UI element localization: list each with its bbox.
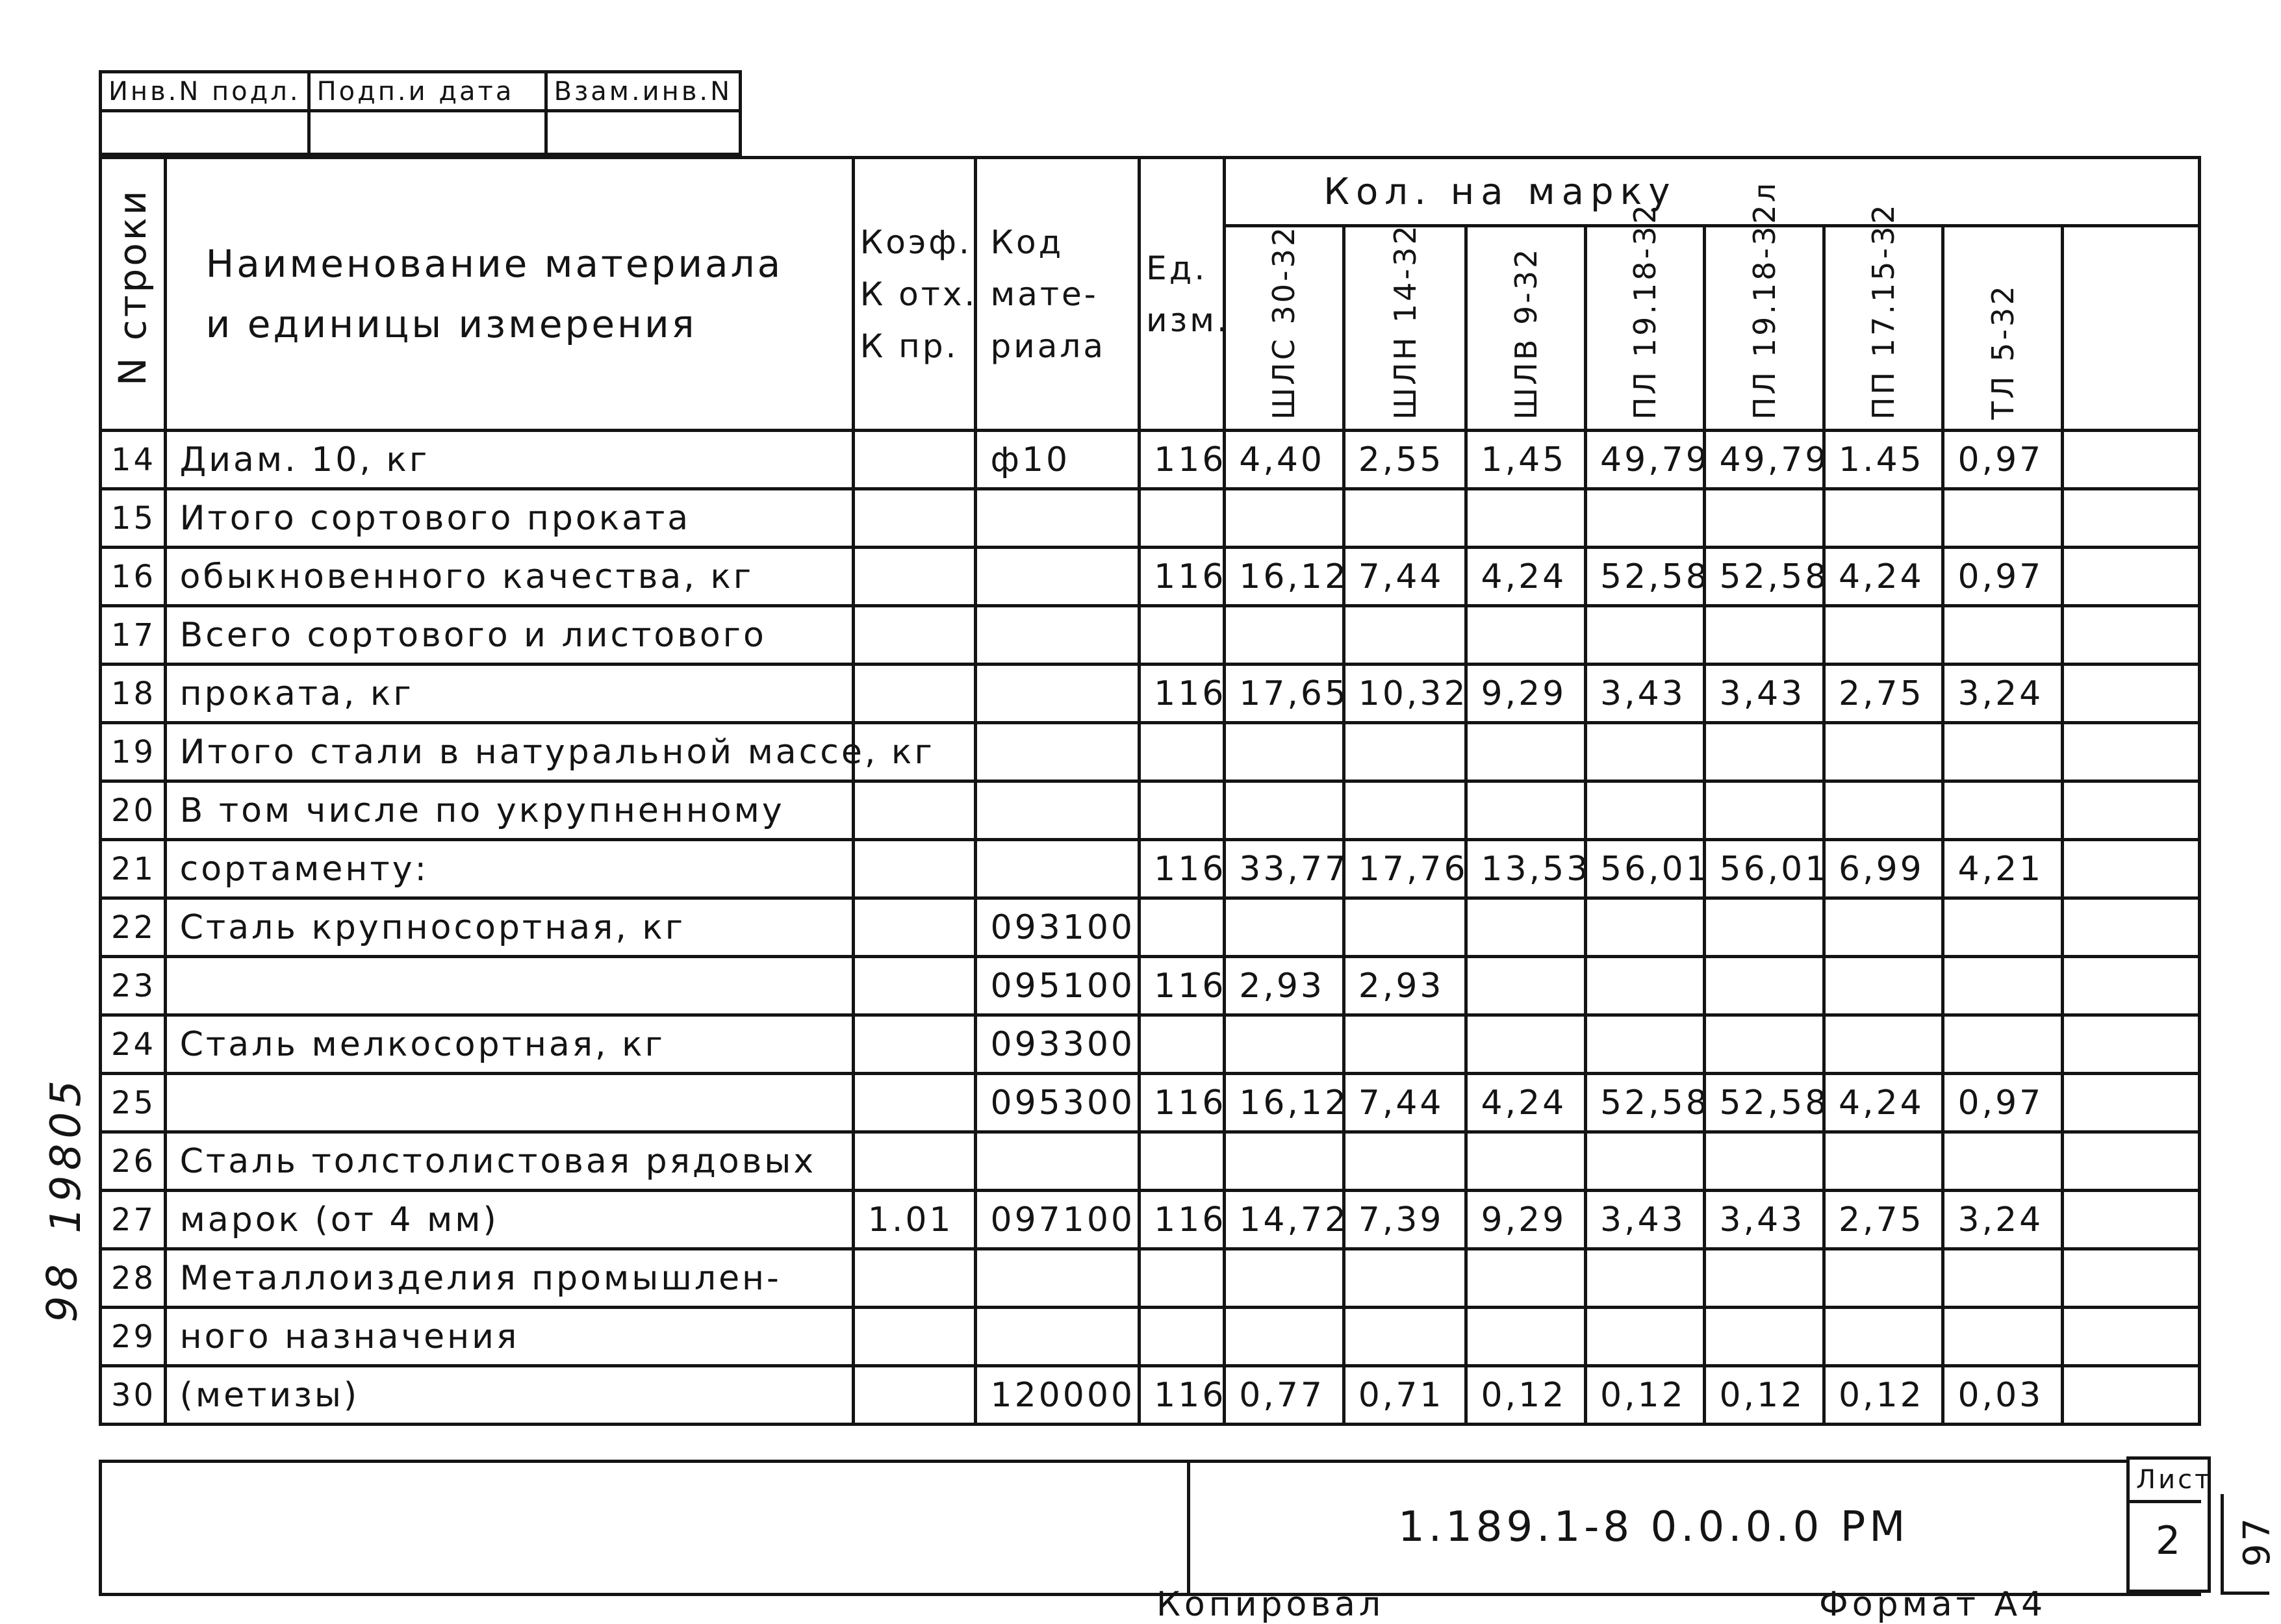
unit-cell [1140, 1308, 1225, 1366]
stamp-replace-inv-cell [546, 111, 740, 155]
mark-value-cell: 4,24 [1466, 548, 1586, 606]
material-code-cell [976, 548, 1140, 606]
unit-cell: 116 [1140, 957, 1225, 1015]
header-mark-4: ПЛ 19.18-32 [1585, 226, 1705, 431]
mark-value-cell [1943, 1132, 2063, 1191]
mark-value-cell: 0,97 [1943, 1074, 2063, 1132]
unit-cell: 116 [1140, 1191, 1225, 1249]
coefficient-cell [853, 1308, 976, 1366]
mark-value-cell [1225, 723, 1344, 781]
header-mark-5: ПЛ 19.18-32л [1705, 226, 1824, 431]
mark-value-cell: 0,12 [1824, 1366, 1943, 1425]
empty-cell [2062, 1191, 2199, 1249]
material-name-cell: Сталь толстолистовая рядовых [165, 1132, 853, 1191]
stamp-replace-inv-header: Взам.инв.N [546, 72, 740, 111]
mark-value-cell: 0,12 [1705, 1366, 1824, 1425]
material-name-cell [165, 1074, 853, 1132]
table-row [101, 548, 2200, 606]
coefficient-cell [853, 1132, 976, 1191]
edge-page-number-box [2221, 1494, 2279, 1595]
sheet-box [2126, 1456, 2211, 1593]
copied-label: Копировал [1156, 1585, 1385, 1624]
mark-value-cell: 4,24 [1466, 1074, 1586, 1132]
table-row [101, 489, 2200, 548]
coefficient-cell [853, 1074, 976, 1132]
sheet-divider [2130, 1500, 2201, 1503]
row-number-cell: 26 [101, 1132, 166, 1191]
mark-value-cell [1585, 898, 1705, 957]
materials-table [99, 156, 2201, 1426]
format-label: Формат А4 [1819, 1585, 2047, 1624]
mark-value-cell: 3,43 [1585, 665, 1705, 723]
material-code-cell: 095300 [976, 1074, 1140, 1132]
mark-value-cell [1824, 1249, 1943, 1308]
material-name-cell: Итого сортового проката [165, 489, 853, 548]
mark-value-cell: 1.45 [1824, 431, 1943, 489]
header-mark-2: ШЛН 14-32 [1344, 226, 1466, 431]
stamp-inv-no-header: Инв.N подл. [101, 72, 309, 111]
mark-value-cell: 1,45 [1466, 431, 1586, 489]
table-row [101, 1015, 2200, 1074]
mark-value-cell [1466, 957, 1586, 1015]
mark-value-cell [1705, 489, 1824, 548]
empty-cell [2062, 1074, 2199, 1132]
mark-value-cell [1466, 1132, 1586, 1191]
material-code-cell: ф10 [976, 431, 1140, 489]
table-row [101, 957, 2200, 1015]
mark-value-cell: 56,01 [1705, 840, 1824, 898]
mark-value-cell [1705, 898, 1824, 957]
mark-value-cell [1824, 723, 1943, 781]
material-name-cell: Всего сортового и листового [165, 606, 853, 665]
mark-value-cell [1705, 1132, 1824, 1191]
sheet-number: 2 [2156, 1518, 2184, 1564]
coefficient-cell [853, 840, 976, 898]
header-quantity-per-mark: Кол. на марку [1225, 158, 2200, 226]
mark-value-cell: 17,76 [1344, 840, 1466, 898]
unit-cell [1140, 723, 1225, 781]
material-name-cell: В том числе по укрупненному [165, 781, 853, 840]
material-name-cell: (метизы) [165, 1366, 853, 1425]
mark-value-cell [1824, 1308, 1943, 1366]
mark-value-cell [1705, 781, 1824, 840]
mark-value-cell: 56,01 [1585, 840, 1705, 898]
mark-value-cell: 2,55 [1344, 431, 1466, 489]
material-code-cell [976, 840, 1140, 898]
mark-value-cell: 4,21 [1943, 840, 2063, 898]
mark-value-cell: 3,43 [1705, 665, 1824, 723]
coefficient-cell [853, 1015, 976, 1074]
coefficient-cell [853, 1249, 976, 1308]
mark-value-cell [1344, 606, 1466, 665]
row-number-cell: 16 [101, 548, 166, 606]
header-mark-7: ТЛ 5-32 [1943, 226, 2063, 431]
row-number-cell: 18 [101, 665, 166, 723]
mark-value-cell [1585, 489, 1705, 548]
table-row [101, 1074, 2200, 1132]
material-name-cell: сортаменту: [165, 840, 853, 898]
unit-cell: 116 [1140, 840, 1225, 898]
empty-cell [2062, 781, 2199, 840]
mark-value-cell: 2,93 [1344, 957, 1466, 1015]
mark-value-cell: 0,77 [1225, 1366, 1344, 1425]
table-row [101, 1366, 2200, 1425]
empty-cell [2062, 1366, 2199, 1425]
mark-value-cell [1943, 957, 2063, 1015]
table-row [101, 1249, 2200, 1308]
row-number-cell: 21 [101, 840, 166, 898]
mark-value-cell: 9,29 [1466, 665, 1586, 723]
table-row [101, 898, 2200, 957]
row-number-cell: 15 [101, 489, 166, 548]
row-number-cell: 23 [101, 957, 166, 1015]
mark-value-cell [1225, 1015, 1344, 1074]
material-code-cell [976, 665, 1140, 723]
mark-value-cell [1585, 723, 1705, 781]
header-unit: Ед. изм. [1140, 158, 1225, 431]
empty-cell [2062, 431, 2199, 489]
coefficient-cell [853, 431, 976, 489]
row-number-cell: 25 [101, 1074, 166, 1132]
mark-value-cell [1705, 723, 1824, 781]
stamp-inv-no-cell [101, 111, 309, 155]
row-number-cell: 19 [101, 723, 166, 781]
mark-value-cell [1344, 723, 1466, 781]
material-code-cell: 095100 [976, 957, 1140, 1015]
mark-value-cell: 0,71 [1344, 1366, 1466, 1425]
unit-cell [1140, 898, 1225, 957]
coefficient-cell [853, 781, 976, 840]
material-name-cell: проката, кг [165, 665, 853, 723]
row-number-cell: 22 [101, 898, 166, 957]
mark-value-cell: 7,44 [1344, 1074, 1466, 1132]
approval-stamp [99, 70, 742, 156]
mark-value-cell [1225, 1308, 1344, 1366]
mark-value-cell: 52,58 [1585, 548, 1705, 606]
material-code-cell: 097100 [976, 1191, 1140, 1249]
empty-cell [2062, 606, 2199, 665]
mark-value-cell [1225, 898, 1344, 957]
unit-cell [1140, 1015, 1225, 1074]
table-row [101, 665, 2200, 723]
coefficient-cell: 1.01 [853, 1191, 976, 1249]
mark-value-cell [1585, 957, 1705, 1015]
mark-value-cell: 3,43 [1585, 1191, 1705, 1249]
material-code-cell [976, 1308, 1140, 1366]
header-coefficient: Коэф. К отх. К пр. [853, 158, 976, 431]
mark-value-cell [1824, 489, 1943, 548]
mark-value-cell [1585, 1308, 1705, 1366]
mark-value-cell: 14,72 [1225, 1191, 1344, 1249]
unit-cell [1140, 489, 1225, 548]
table-row [101, 1191, 2200, 1249]
empty-cell [2062, 548, 2199, 606]
mark-value-cell [1344, 1015, 1466, 1074]
mark-value-cell [1466, 1249, 1586, 1308]
mark-value-cell [1585, 606, 1705, 665]
table-row [101, 1308, 2200, 1366]
mark-value-cell [1225, 781, 1344, 840]
row-number-cell: 30 [101, 1366, 166, 1425]
mark-value-cell [1466, 606, 1586, 665]
header-material-code: Код мате- риала [976, 158, 1140, 431]
unit-cell: 116 [1140, 431, 1225, 489]
mark-value-cell: 0,12 [1466, 1366, 1586, 1425]
mark-value-cell: 3,24 [1943, 1191, 2063, 1249]
mark-value-cell: 0,97 [1943, 431, 2063, 489]
mark-value-cell: 2,75 [1824, 1191, 1943, 1249]
mark-value-cell [1943, 606, 2063, 665]
mark-value-cell: 16,12 [1225, 548, 1344, 606]
stamp-sign-date-header: Подп.и дата [309, 72, 546, 111]
mark-value-cell [1466, 1308, 1586, 1366]
mark-value-cell: 0,12 [1585, 1366, 1705, 1425]
mark-value-cell [1705, 1249, 1824, 1308]
mark-value-cell: 2,75 [1824, 665, 1943, 723]
mark-value-cell [1943, 781, 2063, 840]
mark-value-cell [1466, 1015, 1586, 1074]
mark-value-cell [1943, 489, 2063, 548]
table-row [101, 1132, 2200, 1191]
material-name-cell: марок (от 4 мм) [165, 1191, 853, 1249]
mark-value-cell [1225, 606, 1344, 665]
document-code-box [1187, 1463, 2213, 1596]
coefficient-cell [853, 489, 976, 548]
unit-cell [1140, 781, 1225, 840]
mark-value-cell: 7,44 [1344, 548, 1466, 606]
material-code-cell: 120000 [976, 1366, 1140, 1425]
material-code-cell [976, 781, 1140, 840]
mark-value-cell: 6,99 [1824, 840, 1943, 898]
empty-cell [2062, 898, 2199, 957]
material-name-cell: ного назначения [165, 1308, 853, 1366]
mark-value-cell [1466, 781, 1586, 840]
mark-value-cell [1225, 489, 1344, 548]
side-number-bottom: 98 [38, 1259, 87, 1323]
mark-value-cell [1225, 1132, 1344, 1191]
header-mark-3: ШЛВ 9-32 [1466, 226, 1586, 431]
row-number-cell: 27 [101, 1191, 166, 1249]
empty-cell [2062, 489, 2199, 548]
coefficient-cell [853, 665, 976, 723]
mark-value-cell [1585, 1249, 1705, 1308]
unit-cell: 116 [1140, 1366, 1225, 1425]
title-block [99, 1460, 2213, 1596]
empty-cell [2062, 957, 2199, 1015]
mark-value-cell: 4,24 [1824, 1074, 1943, 1132]
coefficient-cell [853, 957, 976, 1015]
header-mark-empty [2062, 226, 2199, 431]
empty-cell [2062, 665, 2199, 723]
mark-value-cell: 9,29 [1466, 1191, 1586, 1249]
mark-value-cell [1344, 898, 1466, 957]
mark-value-cell [1225, 1249, 1344, 1308]
mark-value-cell [1705, 606, 1824, 665]
mark-value-cell [1824, 898, 1943, 957]
mark-value-cell: 52,58 [1705, 1074, 1824, 1132]
header-row-number: N строки [101, 158, 166, 431]
mark-value-cell [1824, 606, 1943, 665]
row-number-cell: 29 [101, 1308, 166, 1366]
row-number-cell: 20 [101, 781, 166, 840]
material-code-cell: 093100 [976, 898, 1140, 957]
mark-value-cell: 2,93 [1225, 957, 1344, 1015]
coefficient-cell [853, 1366, 976, 1425]
material-code-cell [976, 606, 1140, 665]
mark-value-cell [1824, 957, 1943, 1015]
material-code-cell [976, 1132, 1140, 1191]
coefficient-cell [853, 898, 976, 957]
unit-cell [1140, 1249, 1225, 1308]
mark-value-cell [1705, 1015, 1824, 1074]
mark-value-cell [1824, 1132, 1943, 1191]
empty-cell [2062, 1015, 2199, 1074]
mark-value-cell: 0,97 [1943, 548, 2063, 606]
material-code-cell: 093300 [976, 1015, 1140, 1074]
stamp-sign-date-cell [309, 111, 546, 155]
side-number-top: 19805 [42, 1075, 90, 1234]
mark-value-cell [1466, 489, 1586, 548]
empty-cell [2062, 1249, 2199, 1308]
mark-value-cell: 3,24 [1943, 665, 2063, 723]
material-name-cell: Сталь мелкосортная, кг [165, 1015, 853, 1074]
mark-value-cell [1943, 1015, 2063, 1074]
mark-value-cell [1943, 898, 2063, 957]
row-number-cell: 24 [101, 1015, 166, 1074]
material-name-cell [165, 957, 853, 1015]
mark-value-cell [1344, 1249, 1466, 1308]
sheet-label: Лист [2136, 1465, 2213, 1495]
unit-cell [1140, 606, 1225, 665]
mark-value-cell [1344, 489, 1466, 548]
mark-value-cell: 33,77 [1225, 840, 1344, 898]
mark-value-cell [1943, 1249, 2063, 1308]
material-code-cell [976, 1249, 1140, 1308]
material-code-cell [976, 489, 1140, 548]
mark-value-cell: 3,43 [1705, 1191, 1824, 1249]
row-number-cell: 17 [101, 606, 166, 665]
mark-value-cell [1344, 1132, 1466, 1191]
mark-value-cell: 49,79 [1705, 431, 1824, 489]
mark-value-cell [1344, 781, 1466, 840]
empty-cell [2062, 1132, 2199, 1191]
mark-value-cell: 13,53 [1466, 840, 1586, 898]
mark-value-cell: 52,58 [1585, 1074, 1705, 1132]
coefficient-cell [853, 606, 976, 665]
mark-value-cell: 52,58 [1705, 548, 1824, 606]
material-name-cell: обыкновенного качества, кг [165, 548, 853, 606]
empty-cell [2062, 840, 2199, 898]
row-number-cell: 28 [101, 1249, 166, 1308]
mark-value-cell [1705, 957, 1824, 1015]
edge-page-number: 97 [2236, 1515, 2279, 1567]
unit-cell [1140, 1132, 1225, 1191]
material-name-cell: Сталь крупносортная, кг [165, 898, 853, 957]
mark-value-cell: 4,40 [1225, 431, 1344, 489]
mark-value-cell [1585, 1132, 1705, 1191]
table-row [101, 431, 2200, 489]
mark-value-cell: 17,65 [1225, 665, 1344, 723]
mark-value-cell: 16,12 [1225, 1074, 1344, 1132]
coefficient-cell [853, 548, 976, 606]
mark-value-cell [1344, 1308, 1466, 1366]
mark-value-cell [1466, 898, 1586, 957]
document-code: 1.189.1-8 0.0.0.0 РМ [1398, 1503, 1909, 1551]
material-name-cell: Диам. 10, кг [165, 431, 853, 489]
mark-value-cell: 10,32 [1344, 665, 1466, 723]
mark-value-cell [1705, 1308, 1824, 1366]
unit-cell: 116 [1140, 665, 1225, 723]
mark-value-cell [1943, 1308, 2063, 1366]
header-mark-1: ШЛС 30-32 [1225, 226, 1344, 431]
table-row [101, 723, 2200, 781]
header-material-name: Наименование материала и единицы измерения [165, 158, 853, 431]
row-number-cell: 14 [101, 431, 166, 489]
header-mark-6: ПП 17.15-32 [1824, 226, 1943, 431]
table-row [101, 781, 2200, 840]
material-name-cell: Металлоизделия промышлен- [165, 1249, 853, 1308]
unit-cell: 116 [1140, 1074, 1225, 1132]
empty-cell [2062, 723, 2199, 781]
mark-value-cell: 4,24 [1824, 548, 1943, 606]
table-row [101, 606, 2200, 665]
material-name-cell: Итого стали в натуральной массе, кг [165, 723, 853, 781]
mark-value-cell: 0,03 [1943, 1366, 2063, 1425]
mark-value-cell: 49,79 [1585, 431, 1705, 489]
mark-value-cell [1824, 1015, 1943, 1074]
mark-value-cell [1466, 723, 1586, 781]
empty-cell [2062, 1308, 2199, 1366]
mark-value-cell [1824, 781, 1943, 840]
mark-value-cell [1585, 781, 1705, 840]
unit-cell: 116 [1140, 548, 1225, 606]
table-row [101, 840, 2200, 898]
mark-value-cell [1943, 723, 2063, 781]
material-code-cell [976, 723, 1140, 781]
mark-value-cell: 7,39 [1344, 1191, 1466, 1249]
mark-value-cell [1585, 1015, 1705, 1074]
